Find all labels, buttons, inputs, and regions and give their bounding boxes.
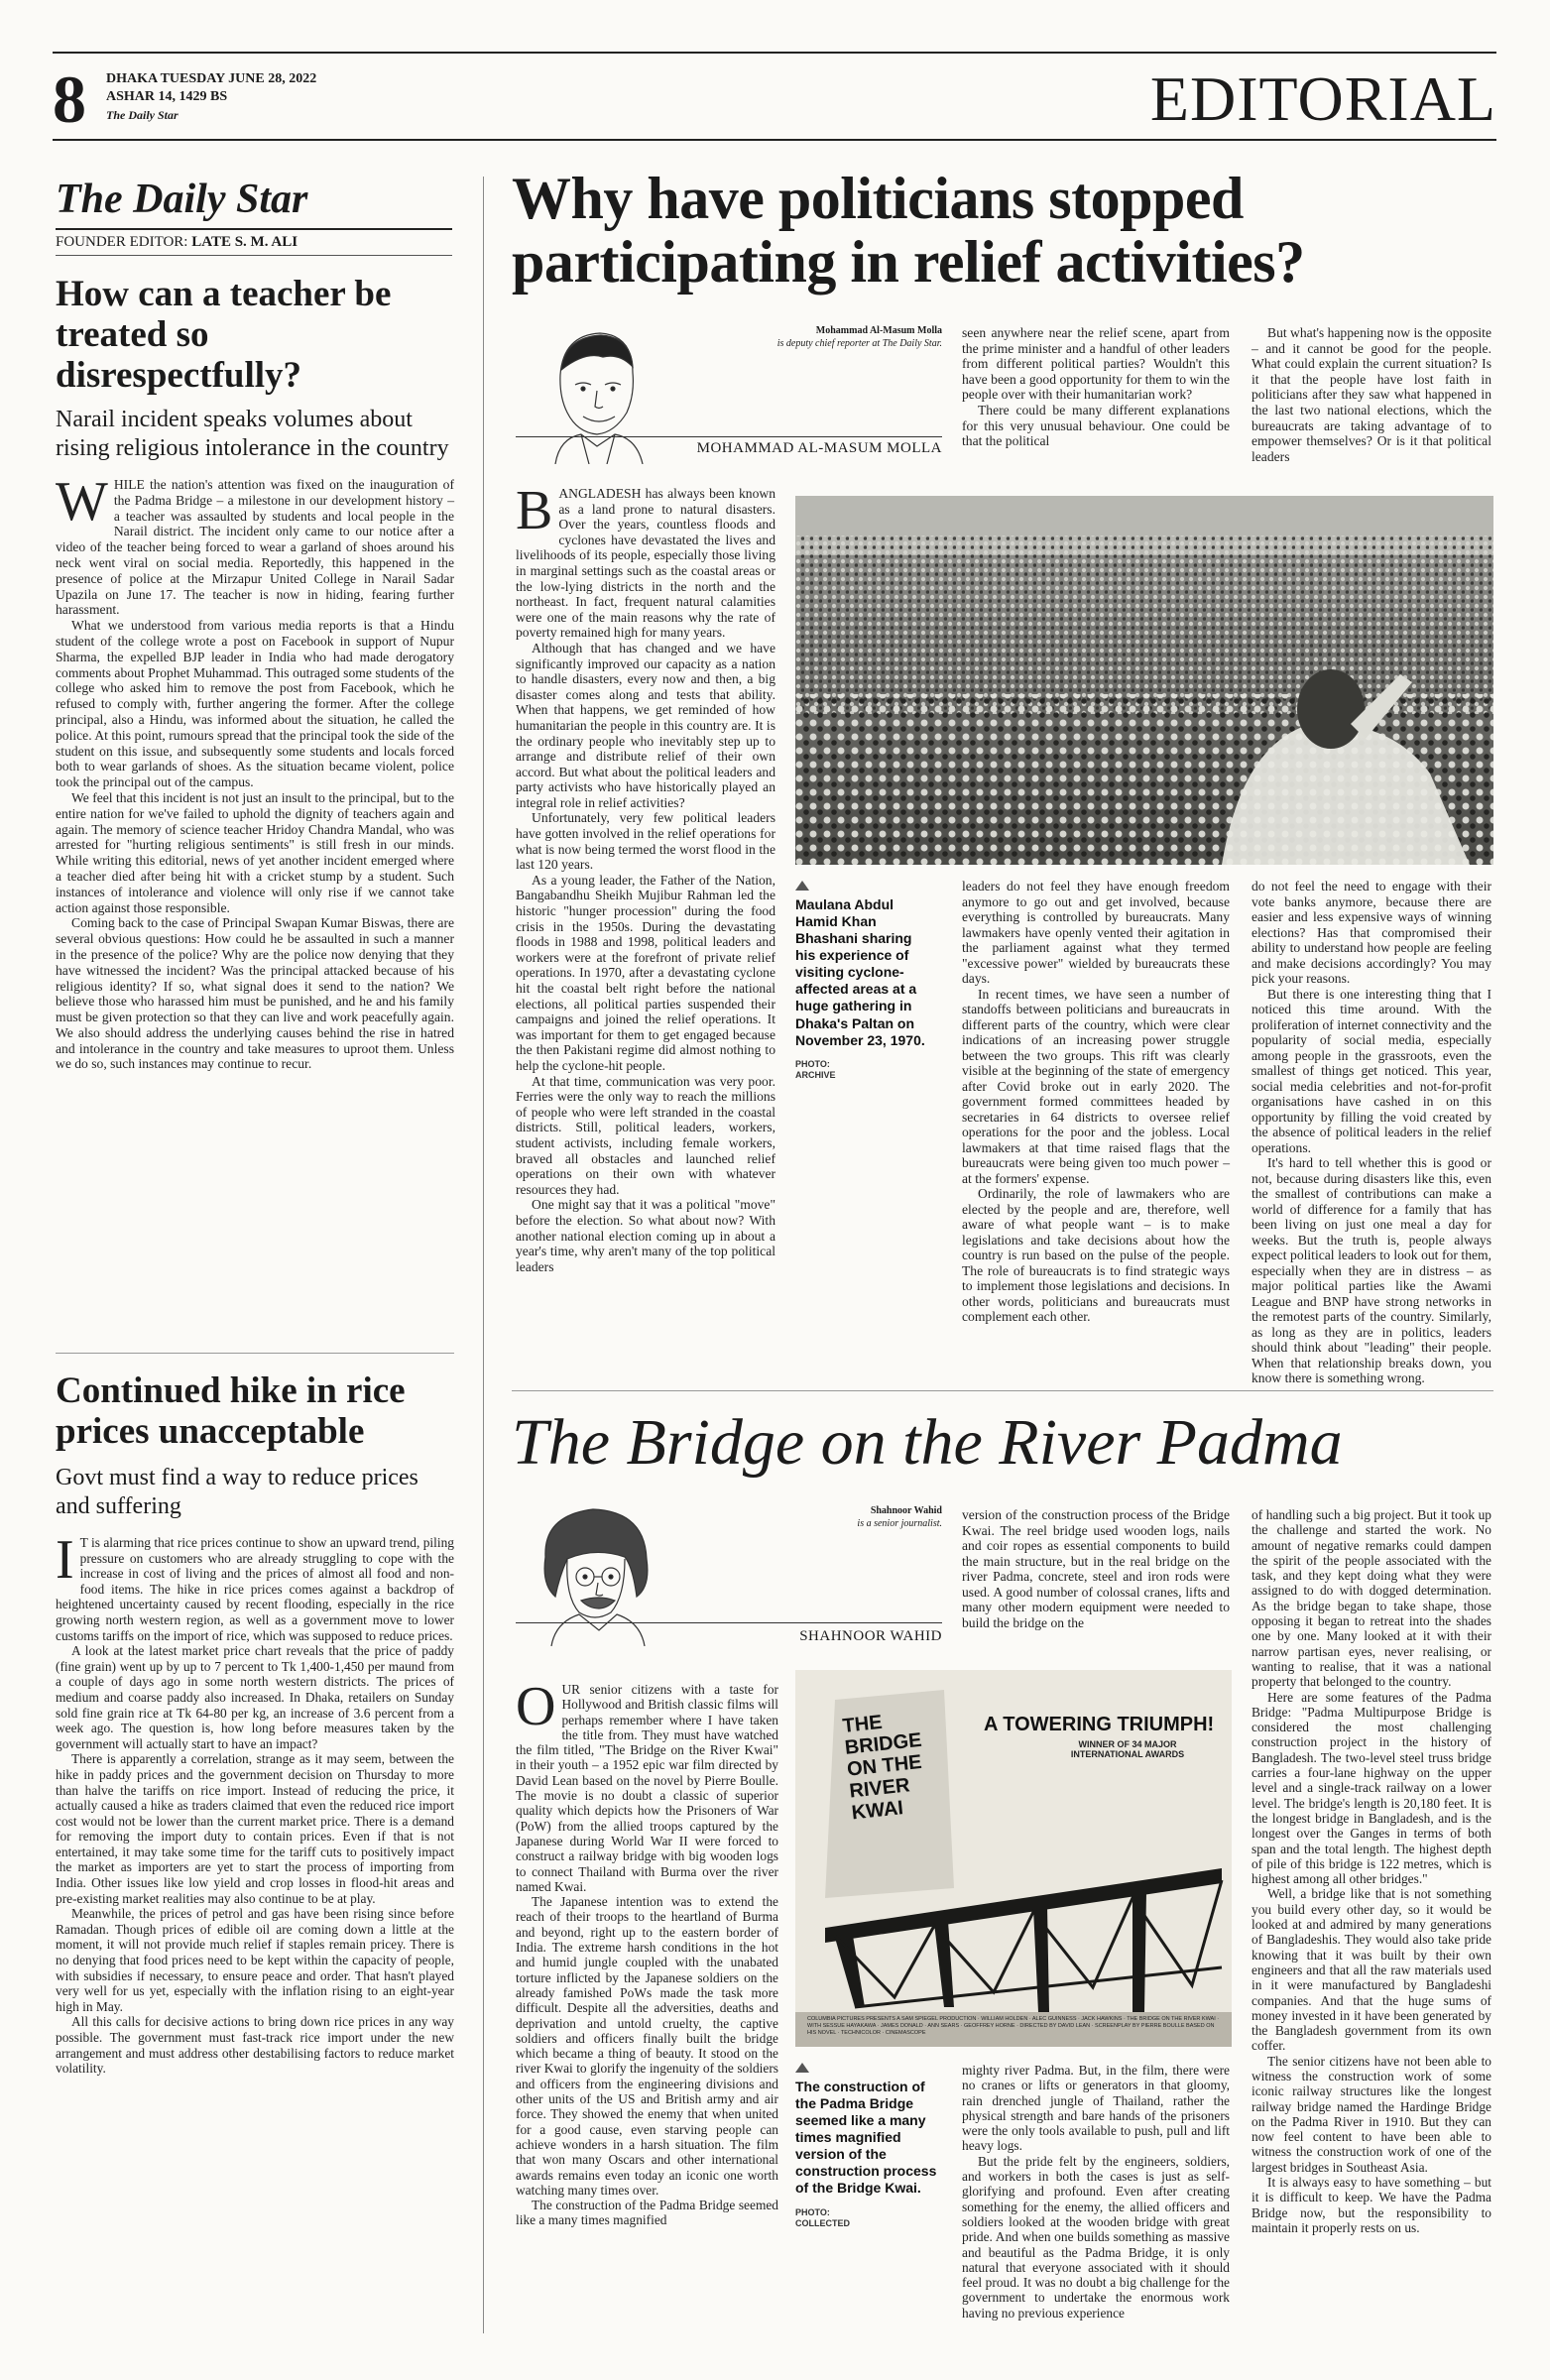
author-note-name: Mohammad Al-Masum Molla	[815, 325, 942, 336]
editorial-1-headline: How can a teacher be treated so disrespectfully?	[56, 274, 392, 396]
article-2-col2-top	[962, 1507, 1230, 1630]
paragraph: ANGLADESH has always been known as a land prone to natural disasters. Over the years, countless floods and cyclones have devastated the lives and livelihoods of its people, especially those living in marginal settings such as the coastal areas or the low-lying districts in the north and the northeast. In fact, frequent natural calamities were one of the main reasons why the rate of poverty remained high for many years.	[516, 486, 775, 641]
paragraph: As a young leader, the Father of the Nation, Bangabandhu Sheikh Mujibur Rahman led the historic "hunger procession" during the food crisis in the 1950s. During the devastating floods in 1988 and 1998, political leaders and workers were at the forefront of private relief operations. In 1970, after a devastating cyclone hit the coastal belt right before the national elections, all political parties suspended their campaigns and joined the relief operations. It was important for them to get engaged because the then Pakistani regime did almost nothing to help the cyclone-hit people.	[516, 872, 775, 1073]
paragraph: leaders do not feel they have enough freedom anymore to go out and get involved, because everything is controlled by bureaucrats. Many lawmakers have openly vented their agitation in the parliament against what they termed "excessive power" wielded by bureaucrats these days.	[962, 879, 1230, 986]
bhashani-rally-photo	[795, 496, 1493, 865]
masthead-rule-2	[56, 255, 452, 256]
byline-2: SHAHNOOR WAHID	[799, 1628, 942, 1644]
paragraph: Although that has changed and we have significantly improved our capacity as a nation to handle disasters, every now and then, a big disaster comes along and tests that ability. When that happens, we get reminded of how humanitarian the people in this country are. It is the ordinary people who inevitably step up to arrange and distribute relief of their own accord. But what about the political leaders and party activists who have historically played an integral role in relief activities?	[516, 640, 775, 810]
paragraph: Meanwhile, the prices of petrol and gas have been rising since before Ramadan. Though prices of edible oil are coming down a little at the moment, it will not provide much relief if staples remain pricey. There is no denying that food prices need to be kept within the capacity of people, with subsidies if necessary, to ensure peace and order. That hasn't played very well for us yet, especially with the inflation rising to an eight-year high in May.	[56, 1906, 454, 2014]
paragraph: The construction of the Padma Bridge seemed like a many times magnified	[516, 2198, 778, 2228]
author-note-role: is deputy chief reporter at The Daily Star.	[776, 337, 942, 349]
paragraph: There is apparently a correlation, strange as it may seem, between the hike in paddy prices and the government decision on Thursday to more than halve the tariffs on rice import. Instead of reducing the price, it actually caused a hike as traders claimed that even the reduced rice import cost would not be lower than the current market price. There is a demand for removing the import duty to contain prices. Even if that is not entertained, it may take some time for the tariff cuts to positively impact the market as importers are yet to start the process of importing from India. Other issues like low yield and crop losses in flood-hit areas and pre-existing market realities may also continue to be at play.	[56, 1751, 454, 1906]
paragraph: It is always easy to have something – but it is difficult to keep. We have the Padma Bridge now, but the responsibility to maintain it properly rests on us.	[1252, 2175, 1491, 2235]
paragraph: Coming back to the case of Principal Swapan Kumar Biswas, there are several obvious questions: How could he be assaulted in such a manner in the presence of the police? Why are the police now denying that they have witnessed the incident? Was the principal attacked because of his religious identity? If so, what signal does it send to the nation? We believe those who harassed him must be punished, and he and his family must be given protection so that they can live and work peacefully again. We also should address the underlying causes behind the rise in hatred and intolerance in the country and take measures to uproot them. Unless we do so, such instances may continue to recur.	[56, 915, 454, 1072]
author-note-name: Shahnoor Wahid	[870, 1505, 942, 1516]
photo-credit	[795, 1059, 934, 1082]
article-1-dropcap: B	[516, 480, 553, 541]
photo-credit	[795, 2207, 944, 2230]
caption-arrow-icon	[795, 881, 809, 891]
paragraph: In recent times, we have seen a number of standoffs between politicians and bureaucrats in different parts of the country, which were clear indications of an increasing power struggle between the two groups. This rift was clearly visible at the beginning of the state of emergency after Covid broke out in early 2020. The government formed committees headed by secretaries in 64 districts to oversee relief operations for the poor and the jobless. Local lawmakers at that time raised flags that the bureaucrats were being given too much power – at the formers' expense.	[962, 986, 1230, 1186]
editorial-1	[56, 274, 454, 1072]
paragraph: of handling such a big project. But it took up the challenge and started the work. No amount of negative remarks could dampen the spirit of the people associated with the task, and they kept doing what they were assigned to do with dogged determination. As the bridge began to take shape, those opposing it began to retreat into the shades one by one. Many looked at it with their narrow partisan eyes, never realising, or wanting to realise, that it was a national property that belonged to the country.	[1252, 1507, 1491, 1690]
article-1-col2-bottom	[962, 879, 1230, 1325]
author-portrait-wahid	[516, 1497, 674, 1646]
author-sketch-icon	[516, 1497, 674, 1646]
editorial-divider	[56, 1353, 454, 1354]
caption-arrow-icon	[795, 2063, 809, 2073]
date-line: DHAKA TUESDAY JUNE 28, 2022	[106, 71, 317, 86]
paragraph: Here are some features of the Padma Bridge: "Padma Multipurpose Bridge is considered the most challenging construction project in the history of Bangladesh. The two-level steel truss bridge carries a four-lane highway on the upper level and a single-track railway on a lower level. The bridge's length is 20,180 feet. It is the longest bridge in Bangladesh, and is the longest over the Ganges in terms of both span and the total length. The highest depth of pile of this bridge is 122 metres, which is highest among all other bridges."	[1252, 1689, 1491, 1887]
article-2-col3	[1252, 1507, 1491, 2235]
paragraph: Ordinarily, the role of lawmakers who are elected by the people and are, therefore, well aware of what people want – is to make legislations and take decisions about how the country is run based on the pulse of the people. The role of bureaucrats is to find strategic ways to implement those legislations and decisions. In other words, politicians and bureaucrats must complement each other.	[962, 1186, 1230, 1324]
column-separator	[483, 177, 484, 2333]
masthead	[56, 177, 452, 256]
credit-value: ARCHIVE	[795, 1070, 836, 1081]
paragraph: T is alarming that rice prices continue to show an upward trend, piling pressure on customers who are already struggling to cope with the increase in cost of living and the prices of almost all food and non-food items. The hike in rice prices comes against a backdrop of heightened uncertainty caused by recent flooding, especially in the rice growing north western region, as well as a government move to lower customs tariffs on the import of rice, which was supposed to reduce prices.	[56, 1535, 454, 1643]
founder-line	[56, 234, 452, 251]
paragraph: At that time, communication was very poor. Ferries were the only way to reach the millions of people who were left stranded in the coastal districts. Still, political leaders, workers, student activists, including female workers, braved all obstacles and launched relief operations on their own with whatever resources they had.	[516, 1073, 775, 1197]
editorial-1-dropcap: W	[56, 471, 108, 533]
bangla-date: ASHAR 14, 1429 BS	[106, 89, 228, 104]
paragraph: version of the construction process of the Bridge Kwai. The reel bridge used wooden logs, nails and coir ropes as essential components to build the main structure, but in the real bridge on the river Padma, concrete, steel and iron rods were used. A good number of colossal cranes, lifts and many other modern equipment were needed to build the bridge on the	[962, 1507, 1230, 1630]
article-2-dropcap: O	[516, 1676, 556, 1737]
article-1-headline: Why have politicians stopped participating in relief activities?	[512, 166, 1305, 295]
paragraph: Well, a bridge like that is not something you build every other day, so it would be looked at and admired by many generations of Bangladeshis. They would also take pride knowing that it was built by their own engineers and that all the raw materials used in it were manufactured by Bangladeshi companies. And that the huge sums of money invested in it have been generated by the Bangladesh government from its own coffer.	[1252, 1886, 1491, 2054]
editorial-2-subhead: Govt must find a way to reduce prices and suffering	[56, 1465, 418, 1519]
article-1-col3-top	[1252, 325, 1491, 464]
byline-rule-2	[516, 1622, 942, 1623]
masthead-logo: The Daily Star	[56, 177, 308, 222]
credit-value: COLLECTED	[795, 2218, 850, 2229]
editorial-1-body	[56, 471, 454, 1072]
header-bottom-rule	[53, 139, 1496, 141]
paragraph: The Japanese intention was to extend the reach of their troops to the heartland of Burma and beyond, right up to the eastern border of India. The extreme harsh conditions in the hot and humid jungle coupled with the unabated torture inflicted by the Japanese soldiers on the already famished PoWs made the task more difficult. Despite all the adversities, deaths and deprivation and untold cruelty, the captive soldiers and officers finally built the bridge which became a thing of beauty. It stood on the river Kwai to glorify the ingenuity of the soldiers and officers from the engineering divisions and other units of the US and British army and air force. They showed the enemy that when united for a good cause, even starving people can achieve wonders in a harsh situation. The film that won many Oscars and other international awards remains even today an iconic one worth watching many times over.	[516, 1894, 778, 2198]
paragraph: Unfortunately, very few political leaders have gotten involved in the relief operations for what is now being termed the worst flood in the last 120 years.	[516, 810, 775, 873]
editorial-2-headline: Continued hike in rice prices unacceptable	[56, 1370, 406, 1452]
paragraph: There could be many different explanations for this very unusual behaviour. One could be that the political	[962, 402, 1230, 449]
paragraph: What we understood from various media reports is that a Hindu student of the college wrote a post on Facebook in support of Nupur Sharma, the expelled BJP leader in India who had made derogatory comments about Prophet Muhammad. This outraged some students of the college who asked him to remove the post from Facebook, which he refused to comply with, further angering the former. After the college principal, also a Hindu, was informed about the situation, he called the police. At this point, rumours spread that the principal took the side of the student on this issue, and subsequently some students and locals forced both to wear garlands of shoes. As the situation became violent, police took the principal out of the campus.	[56, 618, 454, 790]
photo-caption-2	[795, 2063, 944, 2230]
founder-label: FOUNDER EDITOR:	[56, 234, 188, 250]
paragraph: mighty river Padma. But, in the film, there were no cranes or lifts or generators in that gloomy, rain drenched jungle of Thailand, rather the physical strength and bare hands of the prisoners were the only tools available to push, pull and lift heavy logs.	[962, 2063, 1230, 2154]
paragraph: A look at the latest market price chart reveals that the price of paddy (fine grain) went up by up to 7 percent to Tk 1,400-1,450 per maund from a couple of days ago in some north western districts. The prices of medium and coarse paddy also increased. In Dhaka, retailers on Sunday sold fine grain rice at Tk 64-80 per kg, an increase of 3.6 percent from a week ago. The question is, how long before measures taken by the government will actually start to have an impact?	[56, 1643, 454, 1751]
paragraph: All this calls for decisive actions to bring down rice prices in any way possible. The government must fast-track rice import under the new arrangement and must address other destabilising factors to reduce market volatility.	[56, 2014, 454, 2077]
header-top-rule	[53, 52, 1496, 54]
caption-text: The construction of the Padma Bridge seemed like a many times magnified version of the construction process of the Bridge Kwai.	[795, 2079, 937, 2197]
paragraph: It's hard to tell whether this is good or not, because during disasters like this, even the smallest of contributions can make a world of difference for a family that has been living on just one meal a day for weeks. But the truth is, people always expect political leaders to look out for them, especially when they are in distress – as major political parties like the Awami League and BNP have strong networks in the remotest parts of the country. Similarly, as long as they are in politics, leaders should think about "leading" their people. When that relationship breaks down, you know there is something wrong.	[1252, 1155, 1491, 1385]
author-note-role: is a senior journalist.	[857, 1517, 942, 1529]
paragraph: seen anywhere near the relief scene, apart from the prime minister and a handful of other leaders from different political parties? Wouldn't this have been a good opportunity for them to win the people over with their humanitarian work?	[962, 325, 1230, 403]
editorial-1-subhead: Narail incident speaks volumes about rising religious intolerance in the country	[56, 407, 449, 461]
paragraph: But there is one interesting thing that I noticed this time around. With the proliferation of internet connectivity and the popularity of social media, especially among people in the grassroots, even the smallest of things get noticed. This year, social media celebrities and not-for-profit organisations have cashed in on this opportunity by filling the void created by the absence of political leaders in the relief operations.	[1252, 986, 1491, 1155]
caption-text: Maulana Abdul Hamid Khan Bhashani sharing his experience of visiting cyclone-affected areas at a huge gathering in Dhaka's Paltan on November 23, 1970.	[795, 896, 925, 1048]
paragraph: HILE the nation's attention was fixed on the inauguration of the Padma Bridge – a milestone in our development history – a teacher was assaulted by students and local people in the Narail district. The incident only came to our notice after a video of the teacher being forced to wear a garland of shoes around his neck went viral on social media. Reportedly, this happened in the presence of police at the Mirzapur United College in Narail Sadar Upazila on June 17. The teacher is now in hiding, fearing further harassment.	[56, 477, 454, 618]
byline-rule-1	[516, 436, 942, 437]
paragraph: But what's happening now is the opposite – and it cannot be good for the people. What could explain the current situation? Is it that the people have lost faith in politicians after they saw what happened in the last two national elections, which the bureaucrats are taking advantage of to empower themselves? Or is it that political leaders	[1252, 325, 1491, 464]
photo-caption-1	[795, 881, 934, 1082]
editorial-2-dropcap: I	[56, 1529, 74, 1591]
poster-award-line: WINNER OF 34 MAJOR INTERNATIONAL AWARDS	[1070, 1739, 1185, 1759]
article-2-col2-bottom	[962, 2063, 1230, 2320]
article-2-headline: The Bridge on the River Padma	[512, 1406, 1343, 1479]
founder-name: LATE S. M. ALI	[191, 234, 298, 250]
article-1-col3-bottom	[1252, 879, 1491, 1386]
poster-credits: COLUMBIA PICTURES PRESENTS A SAM SPIEGEL PRODUCTION · WILLIAM HOLDEN · ALEC GUINNESS · JACK HAWKINS · THE BRIDGE ON THE RIVER KWAI · WITH SESSUE HAYAKAWA · JAMES DONALD · ANN SEARS · GEOFFREY HORNE · DIRECTED BY DAVID LEAN · SCREENPLAY BY PIERRE BOULLE BASED ON HIS NOVEL · TECHNICOLOR · CINEMASCOPE	[807, 2016, 1220, 2036]
poster-tagline: A TOWERING TRIUMPH!	[984, 1714, 1215, 1735]
article-2-col1-text	[516, 1676, 778, 2228]
byline-1: MOHAMMAD AL-MASUM MOLLA	[696, 440, 942, 456]
paragraph: One might say that it was a political "move" before the election. So what about now? With another national election coming up in about a year's time, why aren't many of the top political leaders	[516, 1197, 775, 1274]
editorial-2	[56, 1370, 454, 2077]
poster-title: THE BRIDGE ON THE RIVER KWAI	[841, 1711, 923, 1825]
masthead-rule	[56, 228, 452, 230]
author-note-2	[754, 1505, 942, 1530]
article-divider	[512, 1390, 1493, 1391]
credit-label: PHOTO:	[795, 1058, 830, 1069]
credit-label: PHOTO:	[795, 2206, 830, 2217]
crowd-photo-icon	[795, 496, 1493, 865]
editorial-2-body	[56, 1529, 454, 2077]
article-1-col1	[516, 480, 775, 1274]
article-1-col2-top	[962, 325, 1230, 449]
paragraph: But the pride felt by the engineers, soldiers, and workers in both the cases is just as self-glorifying and profound. Even after creating something for the enemy, the allied officers and soldiers looked at the wooden bridge with great pride. And when one builds something as massive and beautiful as the Padma Bridge, it is only natural that everyone associated with it should feel proud. It was no doubt a big challenge for the government to undertake the enormous work having no previous experience	[962, 2153, 1230, 2320]
page-number: 8	[53, 61, 86, 137]
kwai-movie-poster	[795, 1670, 1232, 2047]
paragraph: We feel that this incident is not just an insult to the principal, but to the entire nation for we've failed to uphold the dignity of teachers again and again. The memory of science teacher Hridoy Chandra Mandal, who was arrested for "hurting religious sentiments" is still fresh in our minds. While writing this editorial, news of yet another incident emerged where a teacher died after being hit with a cricket stump by a student. Such instances of intolerance and violence will only rise if we cannot take action against those responsible.	[56, 789, 454, 915]
paragraph: do not feel the need to engage with their vote banks anymore, because there are easier and less expensive ways of winning elections? Has that compromised their ability to understand how people are feeling and make decisions accordingly? You may pick your reasons.	[1252, 879, 1491, 986]
page-header	[53, 52, 1496, 143]
paper-name-small: The Daily Star	[106, 108, 179, 122]
section-title: EDITORIAL	[1149, 63, 1496, 134]
paragraph: The senior citizens have not been able to witness the construction work of some iconic railway structures like the longest railway bridge named the Hardinge Bridge on the Padma River in 1910. But they can now feel content to have been able to witness the construction work of one of the largest bridges in Southeast Asia.	[1252, 2053, 1491, 2175]
paragraph: UR senior citizens with a taste for Hollywood and British classic films will perhaps remember where I have taken the title from. They must have watched the film titled, "The Bridge on the River Kwai" in their youth – a 1952 epic war film directed by David Lean based on the novel by Pierre Boulle. The movie is no doubt a classic of superior quality which depicts how the Prisoners of War (PoW) from the allied troops captured by the Japanese during World War II were forced to construct a railway bridge with big wooden logs to connect Thailand with Burma over the river named Kwai.	[516, 1682, 778, 1894]
author-note-1	[754, 325, 942, 350]
